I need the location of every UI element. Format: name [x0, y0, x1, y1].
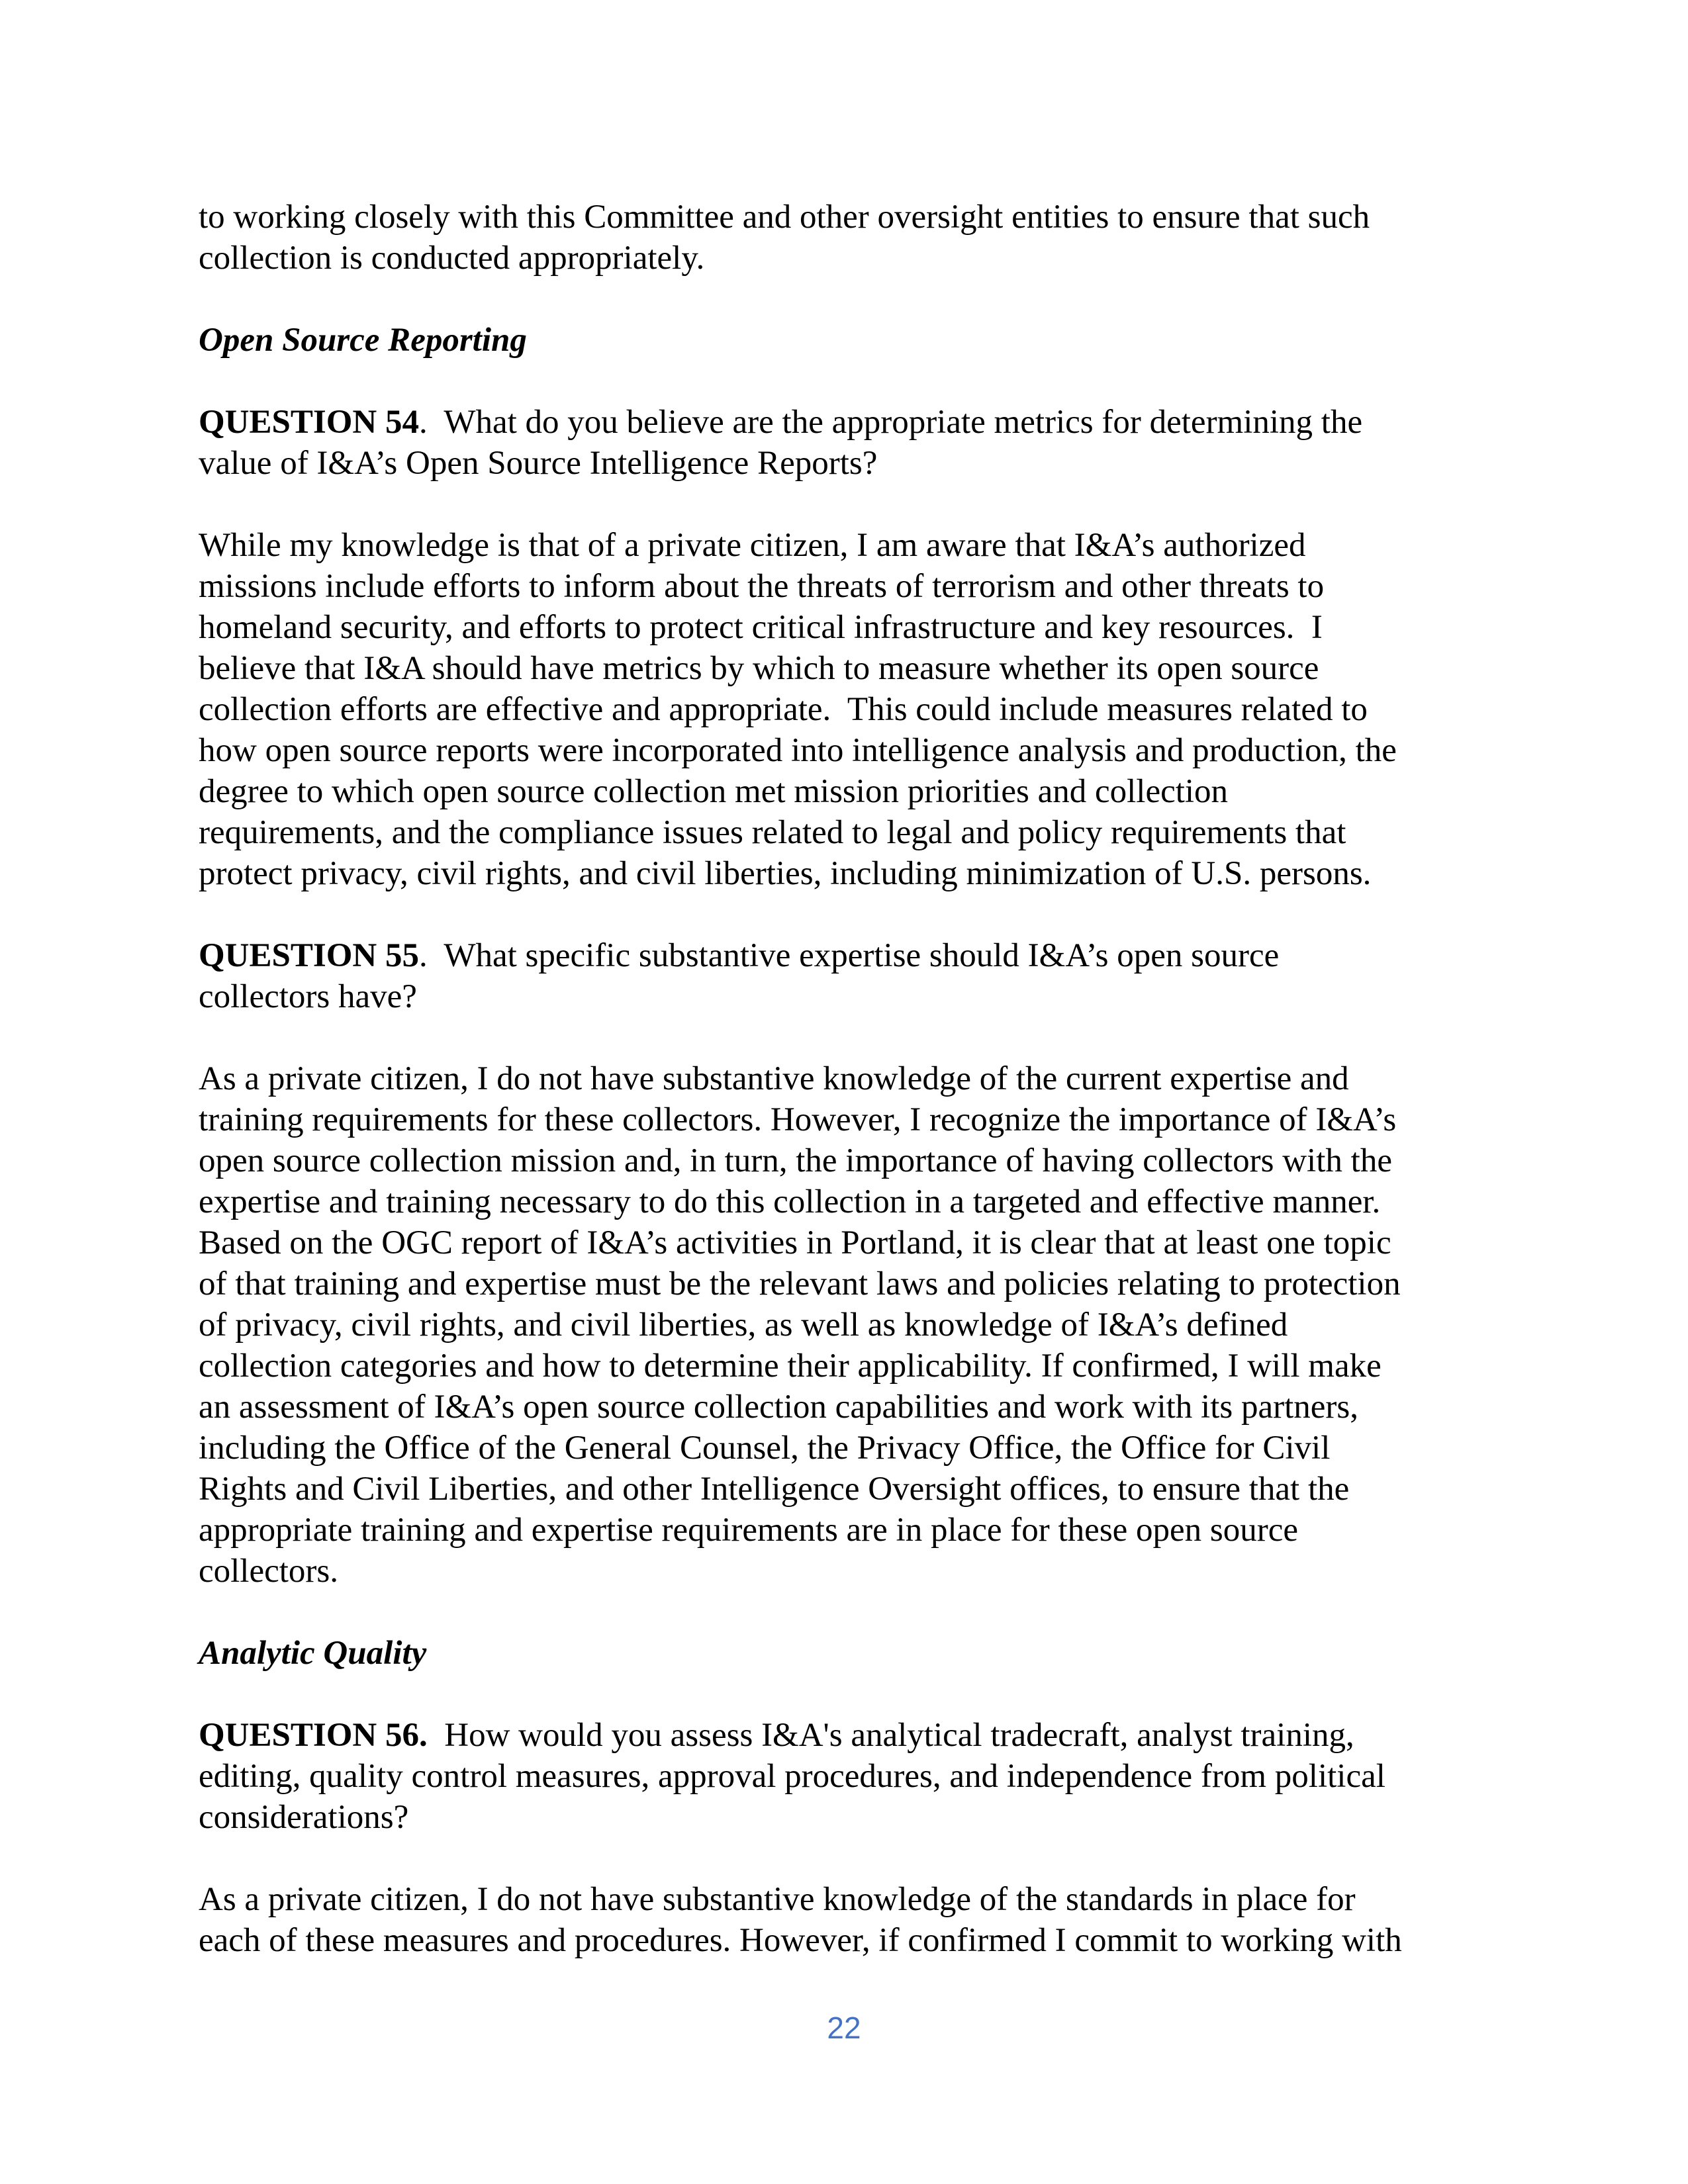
text-line	[199, 771, 1489, 812]
text-line	[199, 1345, 1489, 1387]
text-line	[199, 1756, 1489, 1797]
text-line	[199, 607, 1489, 648]
text-line	[199, 1633, 1489, 1674]
text-line	[199, 812, 1489, 853]
text-segment: training requirements for these collectors. However, I recognize the importance of I&A’s	[199, 1101, 1397, 1138]
answer-54	[199, 525, 1489, 894]
text-segment: . What specific substantive expertise should I&A’s open source	[419, 937, 1280, 974]
text-line	[199, 1428, 1489, 1469]
text-segment: open source collection mission and, in turn, the importance of having collectors with the	[199, 1142, 1392, 1179]
text-segment: Open Source Reporting	[199, 322, 527, 359]
text-line	[199, 238, 1489, 279]
text-segment: editing, quality control measures, approval procedures, and independence from political	[199, 1758, 1385, 1795]
text-line	[199, 1551, 1489, 1592]
text-line	[199, 1510, 1489, 1551]
text-segment: value of I&A’s Open Source Intelligence Reports?	[199, 445, 878, 482]
text-line	[199, 1387, 1489, 1428]
text-segment: missions include efforts to inform about the threats of terrorism and other threats to	[199, 568, 1325, 605]
text-segment: to working closely with this Committee and other oversight entities to ensure that such	[199, 199, 1370, 236]
text-line	[199, 320, 1489, 361]
document-content	[199, 197, 1489, 1961]
text-segment: collection is conducted appropriately.	[199, 240, 705, 277]
text-line	[199, 730, 1489, 771]
text-line	[199, 1879, 1489, 1920]
page-number: 22	[827, 2011, 861, 2045]
text-segment: As a private citizen, I do not have substantive knowledge of the standards in place for	[199, 1881, 1356, 1918]
text-line	[199, 648, 1489, 689]
text-line	[199, 1181, 1489, 1222]
question-55	[199, 935, 1489, 1017]
text-line	[199, 566, 1489, 607]
text-segment: collection efforts are effective and appropriate. This could include measures related to	[199, 691, 1368, 728]
text-segment: collection categories and how to determine their applicability. If confirmed, I will make	[199, 1347, 1382, 1385]
text-segment: collectors have?	[199, 978, 417, 1015]
text-segment: an assessment of I&A’s open source collection capabilities and work with its partners,	[199, 1388, 1358, 1426]
text-line	[199, 1222, 1489, 1263]
text-segment: including the Office of the General Counsel, the Privacy Office, the Office for Civil	[199, 1430, 1331, 1467]
text-segment: how open source reports were incorporated into intelligence analysis and production, the	[199, 732, 1397, 769]
text-segment: protect privacy, civil rights, and civil liberties, including minimization of U.S. persons.	[199, 855, 1372, 892]
text-line	[199, 1469, 1489, 1510]
text-line	[199, 197, 1489, 238]
text-line	[199, 1797, 1489, 1838]
text-line	[199, 976, 1489, 1017]
text-line	[199, 1715, 1489, 1756]
text-line	[199, 443, 1489, 484]
text-segment: considerations?	[199, 1799, 409, 1836]
text-segment: expertise and training necessary to do this collection in a targeted and effective manner.	[199, 1183, 1381, 1220]
question-56	[199, 1715, 1489, 1838]
answer-56	[199, 1879, 1489, 1961]
text-segment: QUESTION 56.	[199, 1717, 428, 1754]
text-segment: believe that I&A should have metrics by which to measure whether its open source	[199, 650, 1319, 687]
continued-paragraph	[199, 197, 1489, 279]
text-segment: collectors.	[199, 1553, 338, 1590]
text-line	[199, 1140, 1489, 1181]
text-segment: Based on the OGC report of I&A’s activities in Portland, it is clear that at least one topic	[199, 1224, 1391, 1261]
text-segment: QUESTION 54	[199, 404, 419, 441]
text-segment: Rights and Civil Liberties, and other Intelligence Oversight offices, to ensure that the	[199, 1471, 1350, 1508]
text-segment: homeland security, and efforts to protect critical infrastructure and key resources. I	[199, 609, 1323, 646]
text-line	[199, 935, 1489, 976]
text-line	[199, 1304, 1489, 1345]
text-segment: of that training and expertise must be the relevant laws and policies relating to protection	[199, 1265, 1401, 1302]
text-segment: As a private citizen, I do not have substantive knowledge of the current expertise and	[199, 1060, 1349, 1097]
text-segment: degree to which open source collection met mission priorities and collection	[199, 773, 1229, 810]
text-segment: How would you assess I&A's analytical tradecraft, analyst training,	[427, 1717, 1354, 1754]
text-line	[199, 1058, 1489, 1099]
text-line	[199, 1920, 1489, 1961]
section-heading-analytic-quality	[199, 1633, 1489, 1674]
question-54	[199, 402, 1489, 484]
text-segment: QUESTION 55	[199, 937, 419, 974]
text-line	[199, 1099, 1489, 1140]
text-segment: While my knowledge is that of a private citizen, I am aware that I&A’s authorized	[199, 527, 1306, 564]
text-line	[199, 525, 1489, 566]
text-segment: . What do you believe are the appropriate metrics for determining the	[419, 404, 1363, 441]
text-segment: requirements, and the compliance issues related to legal and policy requirements that	[199, 814, 1346, 851]
text-line	[199, 853, 1489, 894]
text-segment: each of these measures and procedures. However, if confirmed I commit to working with	[199, 1922, 1402, 1959]
section-heading-open-source-reporting	[199, 320, 1489, 361]
text-segment: Analytic Quality	[199, 1635, 427, 1672]
text-line	[199, 402, 1489, 443]
text-segment: of privacy, civil rights, and civil liberties, as well as knowledge of I&A’s defined	[199, 1306, 1288, 1343]
text-line	[199, 1263, 1489, 1304]
text-segment: appropriate training and expertise requirements are in place for these open source	[199, 1512, 1299, 1549]
answer-55	[199, 1058, 1489, 1592]
text-line	[199, 689, 1489, 730]
